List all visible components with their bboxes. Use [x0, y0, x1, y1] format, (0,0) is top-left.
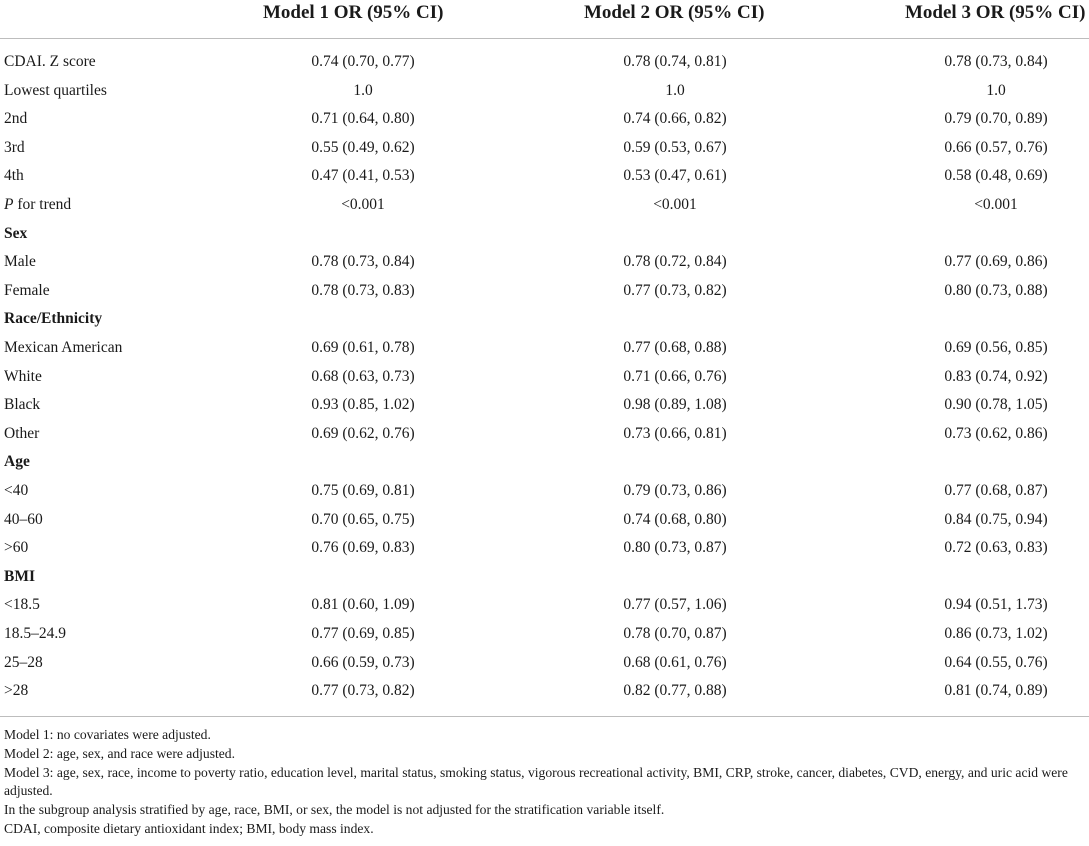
row-label: Male: [4, 253, 36, 271]
table-row: [0, 391, 1089, 419]
model-3-value: 0.64 (0.55, 0.76): [944, 653, 1048, 671]
model-2-value: 0.98 (0.89, 1.08): [623, 396, 727, 414]
model-1-value: 0.78 (0.73, 0.84): [311, 253, 415, 271]
row-label: <18.5: [4, 596, 40, 614]
model-2-value: 0.80 (0.73, 0.87): [623, 539, 727, 557]
section-label: Age: [4, 453, 30, 471]
model-1-value: 0.69 (0.61, 0.78): [311, 339, 415, 356]
table-row: [0, 191, 1089, 219]
row-label: [4, 196, 71, 214]
model-1-value: <0.001: [341, 196, 385, 213]
model-2-value: 0.68 (0.61, 0.76): [623, 653, 727, 671]
section-label: Race/Ethnicity: [4, 310, 103, 328]
table-row: [0, 534, 1089, 562]
row-label: White: [4, 367, 42, 385]
table-row: [0, 105, 1089, 133]
section-row: [0, 563, 1089, 591]
header-model-3: Model 3 OR (95% CI): [905, 2, 1086, 23]
table-row: [0, 48, 1089, 76]
row-label: 25–28: [4, 653, 43, 671]
model-1-value: 0.69 (0.62, 0.76): [311, 424, 415, 442]
model-2-value: 1.0: [665, 81, 685, 99]
model-2-value: 0.77 (0.57, 1.06): [623, 596, 727, 614]
table-header: [0, 0, 1089, 39]
row-label: >60: [4, 539, 29, 557]
model-3-value: 0.78 (0.73, 0.84): [944, 53, 1048, 70]
model-3-value: 0.86 (0.73, 1.02): [944, 625, 1048, 642]
model-3-value: 0.84 (0.75, 0.94): [944, 510, 1048, 528]
row-label: Other: [4, 424, 40, 442]
table-row: [0, 77, 1089, 105]
header-model-2: Model 2 OR (95% CI): [584, 2, 765, 23]
model-1-value: 0.78 (0.73, 0.83): [311, 281, 415, 299]
section-label: BMI: [4, 567, 35, 585]
table-row: [0, 649, 1089, 677]
model-2-value: 0.78 (0.74, 0.81): [623, 53, 727, 70]
model-3-value: <0.001: [974, 196, 1018, 213]
model-3-value: 0.73 (0.62, 0.86): [944, 424, 1048, 442]
model-3-value: 0.77 (0.68, 0.87): [944, 482, 1048, 499]
model-2-value: 0.53 (0.47, 0.61): [623, 167, 727, 185]
section-row: [0, 220, 1089, 248]
model-1-value: 0.75 (0.69, 0.81): [311, 482, 415, 499]
table-row: [0, 248, 1089, 276]
model-1-value: 0.68 (0.63, 0.73): [311, 367, 415, 385]
model-2-value: <0.001: [653, 196, 697, 213]
model-1-value: 0.47 (0.41, 0.53): [311, 167, 415, 185]
table-row: [0, 277, 1089, 305]
row-label: Black: [4, 396, 41, 414]
model-1-value: 0.76 (0.69, 0.83): [311, 539, 415, 557]
section-row: [0, 448, 1089, 476]
table-row: [0, 620, 1089, 648]
row-label: 4th: [4, 167, 24, 185]
model-1-value: 0.93 (0.85, 1.02): [311, 396, 415, 414]
row-label: 3rd: [4, 138, 25, 156]
section-label: Sex: [4, 224, 28, 242]
table-row: [0, 363, 1089, 391]
model-1-value: 0.81 (0.60, 1.09): [311, 596, 415, 614]
header-model-1: Model 1 OR (95% CI): [263, 2, 444, 23]
row-label: 2nd: [4, 110, 28, 128]
table-row: [0, 420, 1089, 448]
model-2-value: 0.74 (0.66, 0.82): [623, 110, 727, 128]
footnote-model-1: Model 1: no covariates were adjusted.: [4, 727, 211, 742]
model-3-value: 0.77 (0.69, 0.86): [944, 253, 1048, 271]
footnote-abbreviations: CDAI, composite dietary antioxidant index; BMI, body mass index.: [4, 820, 374, 836]
model-2-value: 0.78 (0.72, 0.84): [623, 253, 727, 271]
model-2-value: 0.77 (0.73, 0.82): [623, 281, 727, 299]
row-label: Female: [4, 281, 50, 299]
table-bottom-rule: [0, 716, 1089, 717]
row-label: 40–60: [4, 510, 43, 528]
footnote-model-2: Model 2: age, sex, and race were adjusted.: [4, 745, 236, 761]
model-1-value: 0.71 (0.64, 0.80): [311, 110, 415, 128]
table-row: [0, 477, 1089, 505]
row-label-text: for trend: [13, 196, 72, 213]
model-1-value: 0.77 (0.73, 0.82): [311, 682, 415, 700]
model-3-value: 0.72 (0.63, 0.83): [944, 539, 1048, 557]
row-label: >28: [4, 682, 29, 700]
row-label: <40: [4, 482, 29, 499]
model-2-value: 0.73 (0.66, 0.81): [623, 424, 727, 442]
model-3-value: 1.0: [986, 81, 1006, 99]
model-1-value: 0.66 (0.59, 0.73): [311, 653, 415, 671]
model-1-value: 0.70 (0.65, 0.75): [311, 510, 415, 528]
model-2-value: 0.71 (0.66, 0.76): [623, 367, 727, 385]
model-3-value: 0.80 (0.73, 0.88): [944, 281, 1048, 299]
model-2-value: 0.78 (0.70, 0.87): [623, 625, 727, 642]
model-1-value: 0.55 (0.49, 0.62): [311, 138, 415, 156]
model-3-value: 0.58 (0.48, 0.69): [944, 167, 1048, 185]
table-row: [0, 134, 1089, 162]
row-label: Mexican American: [4, 339, 123, 356]
model-1-value: 1.0: [353, 81, 373, 99]
model-2-value: 0.59 (0.53, 0.67): [623, 138, 727, 156]
model-3-value: 0.69 (0.56, 0.85): [944, 339, 1048, 356]
model-2-value: 0.77 (0.68, 0.88): [623, 339, 727, 356]
row-label: CDAI. Z score: [4, 53, 96, 70]
model-1-value: 0.77 (0.69, 0.85): [311, 625, 415, 642]
row-label: 18.5–24.9: [4, 625, 66, 642]
model-1-value: 0.74 (0.70, 0.77): [311, 53, 415, 70]
model-2-value: 0.74 (0.68, 0.80): [623, 510, 727, 528]
model-3-value: 0.66 (0.57, 0.76): [944, 138, 1048, 156]
table-row: [0, 677, 1089, 705]
model-3-value: 0.83 (0.74, 0.92): [944, 367, 1048, 385]
table-row: [0, 591, 1089, 619]
row-label: Lowest quartiles: [4, 81, 107, 99]
model-2-value: 0.79 (0.73, 0.86): [623, 482, 727, 499]
model-3-value: 0.94 (0.51, 1.73): [944, 596, 1048, 614]
section-row: [0, 305, 1089, 333]
table-footnotes: [4, 726, 1084, 839]
table-row: [0, 506, 1089, 534]
model-3-value: 0.81 (0.74, 0.89): [944, 682, 1048, 700]
table-row: [0, 334, 1089, 362]
footnote-model-3: Model 3: age, sex, race, income to poverty ratio, education level, marital status, smoking status, vigorous recreational activity, BMI, CRP, stroke, cancer, diabetes, CVD, energy, and uric acid were adjusted.: [4, 764, 1068, 799]
model-3-value: 0.79 (0.70, 0.89): [944, 110, 1048, 128]
table-row: [0, 162, 1089, 190]
model-2-value: 0.82 (0.77, 0.88): [623, 682, 727, 700]
footnote-subgroup: In the subgroup analysis stratified by age, race, BMI, or sex, the model is not adjusted for the stratification variable itself.: [4, 802, 665, 818]
model-3-value: 0.90 (0.78, 1.05): [944, 396, 1048, 414]
row-label-italic: P: [4, 196, 14, 213]
